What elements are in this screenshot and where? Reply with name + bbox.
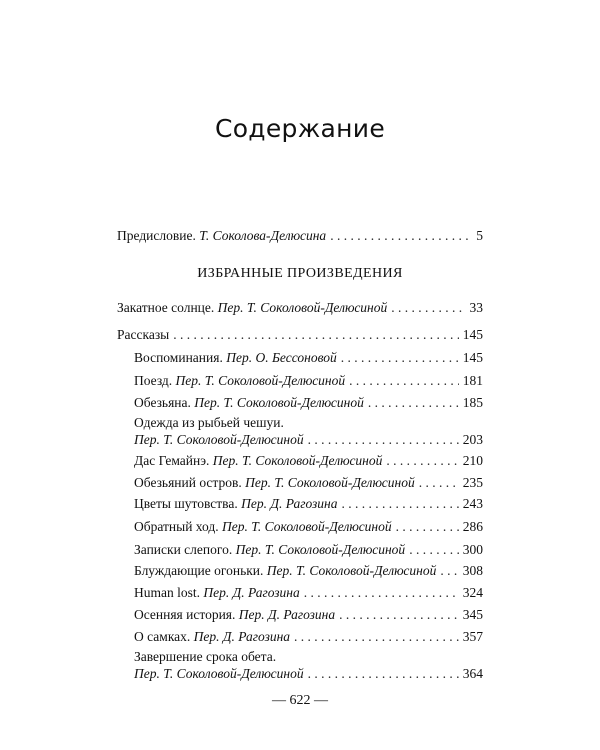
- toc-entry-label: Завершение срока обета.: [134, 649, 277, 664]
- toc-entry-author: Пер. Д. Рагозина: [193, 629, 291, 644]
- toc-entry-page: 33: [469, 300, 483, 315]
- page-number: — 622 —: [272, 693, 328, 708]
- toc-entry-author: Пер. Т. Соколовой-Делюсиной: [134, 432, 304, 447]
- toc-entry-page: 181: [462, 373, 483, 388]
- toc-entry-label: Осенняя история.: [134, 607, 236, 622]
- toc-entry-label: Рассказы: [117, 327, 170, 342]
- toc-entry-author: Пер. Т. Соколовой-Делюсиной: [245, 475, 415, 490]
- toc-leader-dots: [308, 665, 459, 682]
- toc-entry-text: [134, 452, 382, 469]
- toc-entry-text: [134, 495, 338, 512]
- toc-entry-page: 357: [462, 629, 483, 644]
- toc-leader-dots: [386, 452, 458, 469]
- toc-entry-text: [134, 474, 415, 491]
- toc-entry: [134, 628, 483, 645]
- toc-entry-author: Пер. Т. Соколовой-Делюсиной: [194, 395, 364, 410]
- toc-leader-dots: [391, 299, 465, 316]
- toc-entry-label: Предисловие.: [117, 228, 196, 243]
- toc-entry-page: 308: [462, 563, 483, 578]
- toc-entry-page: 210: [462, 453, 483, 468]
- toc-entry-author: Пер. Т. Соколовой-Делюсиной: [235, 542, 406, 557]
- toc-leader-dots: [342, 495, 459, 512]
- toc-entry-page: 324: [462, 585, 483, 600]
- toc-entry-label: Закатное солнце.: [117, 300, 215, 315]
- toc-leader-dots: [304, 584, 459, 601]
- toc-leader-dots: [341, 349, 459, 366]
- section-heading: ИЗБРАННЫЕ ПРОИЗВЕДЕНИЯ: [197, 266, 403, 281]
- toc-entry-page: 364: [462, 666, 483, 681]
- toc-entry-page: 145: [462, 327, 483, 342]
- toc-entry: [134, 665, 483, 682]
- toc-entry-text: [117, 299, 387, 316]
- toc-entry-page: 203: [462, 432, 483, 447]
- toc-leader-dots: [173, 326, 459, 343]
- toc-entry-text: [117, 227, 326, 244]
- toc-entry-author: Т. Соколова-Делюсина: [199, 228, 327, 243]
- toc-leader-dots: [419, 474, 459, 491]
- toc-entry-author: Пер. Д. Рагозина: [241, 496, 338, 511]
- toc-leader-dots: [409, 541, 459, 558]
- toc-entry-author: Пер. Д. Рагозина: [238, 607, 336, 622]
- toc-entry-author: Пер. Т. Соколовой-Делюсиной: [134, 666, 304, 681]
- toc-entry-text: [134, 349, 337, 366]
- toc-entry: [134, 474, 483, 491]
- toc-entry-text: [134, 372, 345, 389]
- toc-entry-label: Блуждающие огоньки.: [134, 563, 264, 578]
- toc-entry-label: Цветы шутовства.: [134, 496, 238, 511]
- toc-leader-dots: [330, 227, 472, 244]
- toc-entry-text: [134, 541, 405, 558]
- toc-entry-author: Пер. Т. Соколовой-Делюсиной: [266, 563, 437, 578]
- toc-entry-page: 235: [462, 475, 483, 490]
- toc-entry: [134, 541, 483, 558]
- toc-entry: [134, 431, 483, 448]
- toc-entry: [134, 584, 483, 601]
- toc-entry-page: 300: [462, 542, 483, 557]
- toc-entry-label: Воспоминания.: [134, 350, 223, 365]
- toc-entry-text: [134, 584, 300, 601]
- toc-entry-text: [134, 606, 335, 623]
- toc-entry-page: 286: [462, 519, 483, 534]
- toc-entry: [134, 452, 483, 469]
- toc-entry-label: Обратный ход.: [134, 519, 219, 534]
- toc-leader-dots: [308, 431, 459, 448]
- toc-entry-text: [134, 562, 436, 579]
- toc-entry-text: [134, 394, 364, 411]
- toc-entry-stories: [117, 326, 483, 343]
- toc-entry: [117, 299, 483, 316]
- toc-entry-label: Записки слепого.: [134, 542, 233, 557]
- toc-entry-page: 185: [462, 395, 483, 410]
- toc-entry-label: Human lost.: [134, 585, 200, 600]
- toc-entry: [134, 372, 483, 389]
- toc-entry-label: Одежда из рыбьей чешуи.: [134, 415, 284, 430]
- toc-entry-author: Пер. О. Бессоновой: [226, 350, 337, 365]
- toc-entry-page: 243: [462, 496, 483, 511]
- toc-entry: [134, 394, 483, 411]
- toc-entry-label: Обезьяний остров.: [134, 475, 242, 490]
- toc-entry: [134, 349, 483, 366]
- toc-entry-page: 145: [462, 350, 483, 365]
- toc-entry-page: 5: [476, 228, 483, 243]
- toc-leader-dots: [368, 394, 459, 411]
- toc-entry-author: Пер. Д. Рагозина: [203, 585, 300, 600]
- toc-entry-text: [134, 518, 392, 535]
- toc-entry-preface: [117, 227, 483, 244]
- toc-entry-text: [134, 628, 290, 645]
- toc-leader-dots: [396, 518, 459, 535]
- page-title: Содержание: [214, 114, 386, 143]
- toc-entry-author: Пер. Т. Соколовой-Делюсиной: [217, 300, 388, 315]
- toc-entry: [134, 495, 483, 512]
- toc-entry-author: Пер. Т. Соколовой-Делюсиной: [175, 373, 346, 388]
- toc-entry-label: Дас Гемайнэ.: [134, 453, 210, 468]
- toc-entry-author: Пер. Т. Соколовой-Делюсиной: [212, 453, 383, 468]
- toc-leader-dots: [339, 606, 459, 623]
- toc-leader-dots: [440, 562, 458, 579]
- toc-entry-label: О самках.: [134, 629, 191, 644]
- toc-entry-author: Пер. Т. Соколовой-Делюсиной: [222, 519, 392, 534]
- toc-leader-dots: [349, 372, 459, 389]
- toc-entry-page: 345: [462, 607, 483, 622]
- toc-entry: [134, 606, 483, 623]
- toc-leader-dots: [294, 628, 459, 645]
- toc-entry: [134, 562, 483, 579]
- toc-entry-label: Обезьяна.: [134, 395, 191, 410]
- toc-entry: [134, 518, 483, 535]
- toc-entry-label: Поезд.: [134, 373, 173, 388]
